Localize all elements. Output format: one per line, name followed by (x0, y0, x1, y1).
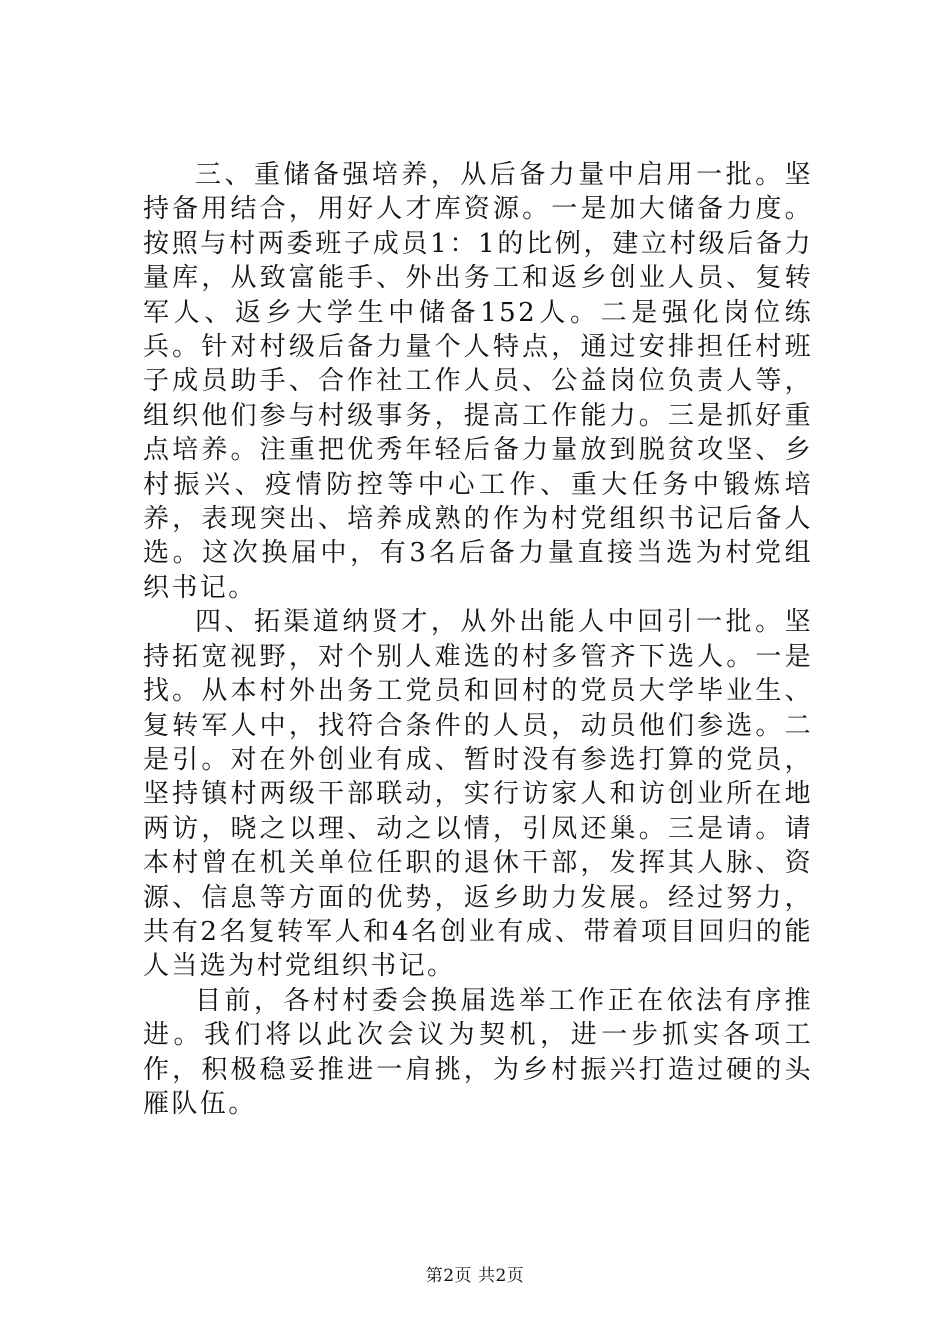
paragraph-reserve-training: 三、重储备强培养，从后备力量中启用一批。坚持备用结合，用好人才库资源。一是加大储备力度。按照与村两委班子成员1：1的比例，建立村级后备力量库，从致富能手、外出务工和返乡创业人员、复转军人、返乡大学生中储备152人。二是强化岗位练兵。针对村级后备力量个人特点，通过安排担任村班子成员助手、合作社工作人员、公益岗位负责人等，组织他们参与村级事务，提高工作能力。三是抓好重点培养。注重把优秀年轻后备力量放到脱贫攻坚、乡村振兴、疫情防控等中心工作、重大任务中锻炼培养，表现突出、培养成熟的作为村党组织书记后备人选。这次换届中，有3名后备力量直接当选为村党组织书记。 (143, 160, 813, 603)
page-footer: 第2页 共2页 (425, 1266, 525, 1286)
paragraph-current-progress: 目前，各村村委会换届选举工作正在依法有序推进。我们将以此次会议为契机，进一步抓实各项工作，积极稳妥推进一肩挑，为乡村振兴打造过硬的头雁队伍。 (143, 985, 813, 1119)
paragraph-talent-recruitment: 四、拓渠道纳贤才，从外出能人中回引一批。坚持拓宽视野，对个别人难选的村多管齐下选人。一是找。从本村外出务工党员和回村的党员大学毕业生、复转军人中，找符合条件的人员，动员他们参选。二是引。对在外创业有成、暂时没有参选打算的党员，坚持镇村两级干部联动，实行访家人和访创业所在地两访，晓之以理、动之以情，引凤还巢。三是请。请本村曾在机关单位任职的退休干部，发挥其人脉、资源、信息等方面的优势，返乡助力发展。经过努力，共有2名复转军人和4名创业有成、带着项目回归的能人当选为村党组织书记。 (143, 607, 813, 982)
document-body (143, 158, 813, 1121)
